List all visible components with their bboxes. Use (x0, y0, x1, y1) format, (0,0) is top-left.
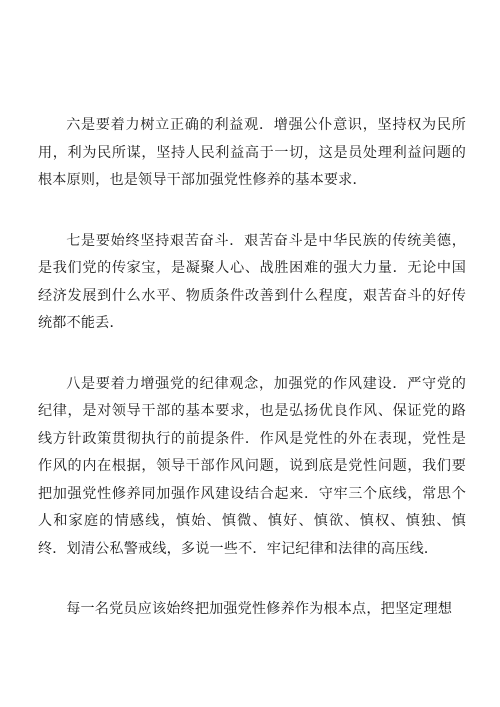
paragraph-1: 六是要着力树立正确的利益观．增强公仆意识，坚持权为民所用，利为民所谋，坚持人民利益高于一切，这是员处理利益问题的根本原则，也是领导干部加强党性修养的基本要求． (38, 117, 466, 188)
paragraph-3: 八是要着力增强党的纪律观念，加强党的作风建设．严守党的纪律，是对领导干部的基本要求，也是弘扬优良作风、保证党的路线方针政策贯彻执行的前提条件．作风是党性的外在表现，党性是作风的内在根据，领导干部作风问题，说到底是党性问题，我们要把加强党性修养同加强作风建设结合起来．守牢三个底线，常思个人和家庭的情感线，慎始、慎微、慎好、慎欲、慎权、慎独、慎终．划清公私警戒线，多说一些不．牢记纪律和法律的高压线． (38, 375, 466, 557)
paragraph-4: 每一名党员应该始终把加强党性修养作为根本点，把坚定理想 (66, 601, 453, 617)
paragraph-2: 七是要始终坚持艰苦奋斗．艰苦奋斗是中华民族的传统美德，是我们党的传家宝，是凝聚人心、战胜困难的强大力量．无论中国经济发展到什么水平、物质条件改善到什么程度，艰苦奋斗的好传统都不能丢． (38, 232, 466, 331)
document-page (38, 112, 466, 657)
